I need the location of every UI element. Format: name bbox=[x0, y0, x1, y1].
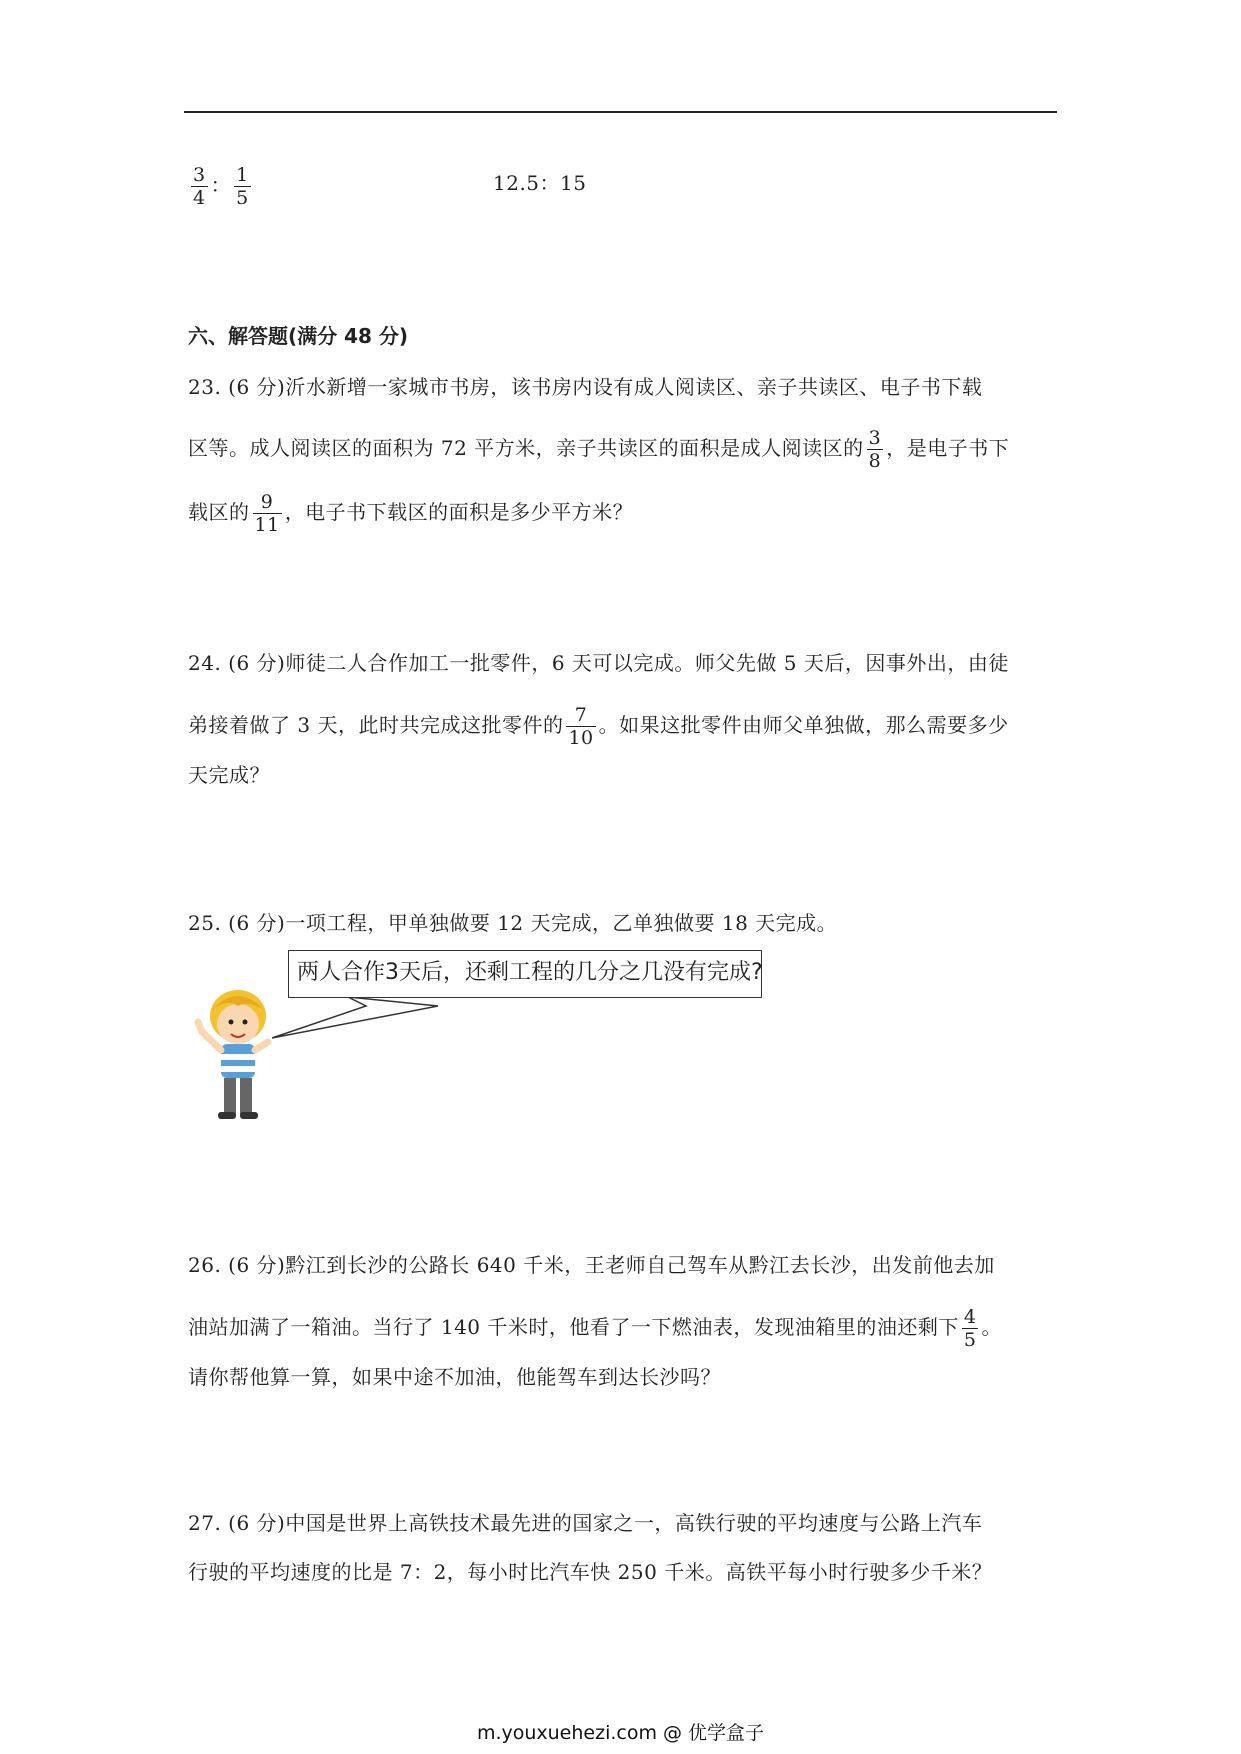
q27-line2: 行驶的平均速度的比是 7：2，每小时比汽车快 250 千米。高铁平每小时行驶多少千米？ bbox=[188, 1560, 993, 1584]
cartoon-boy-icon bbox=[198, 990, 268, 1119]
speech-bubble-tail bbox=[272, 997, 438, 1038]
fraction: $\frac{1}{5}$ bbox=[236, 164, 249, 209]
q24-line1: 24. (6 分)师徒二人合作加工一批零件，6 天可以完成。师父先做 5 天后，因事外出，由徒 bbox=[188, 651, 1009, 675]
q26-line2: 油站加满了一箱油。当行了 140 千米时，他看了一下燃油表，发现油箱里的油还剩下 $\frac{4}{5}$ 。 bbox=[188, 1306, 1002, 1351]
section-title: 六、解答题(满分 48 分) bbox=[188, 324, 409, 348]
footer-watermark: m.youxuehezi.com @ 优学盒子 bbox=[476, 1722, 765, 1744]
fraction: $\frac{3}{4}$ bbox=[193, 164, 206, 209]
q27-line1: 27. (6 分)中国是世界上高铁技术最先进的国家之一，高铁行驶的平均速度与公路上汽车 bbox=[188, 1511, 983, 1535]
q26-line1: 26. (6 分)黔江到长沙的公路长 640 千米，王老师自己驾车从黔江去长沙，出发前他去加 bbox=[188, 1253, 995, 1277]
fraction: $\frac{9}{11}$ bbox=[254, 491, 280, 536]
q24-line2: 弟接着做了 3 天，此时共完成这批零件的 $\frac{7}{10}$ 。如果这批零件由师父单独做，那么需要多少 bbox=[188, 704, 1009, 749]
fraction: $\frac{4}{5}$ bbox=[963, 1306, 977, 1351]
fraction: $\frac{7}{10}$ bbox=[568, 704, 594, 749]
q23-line2: 区等。成人阅读区的面积为 72 平方米，亲子共读区的面积是成人阅读区的 $\frac{3}{8}$ ，是电子书下 bbox=[188, 427, 1010, 472]
speech-bubble: 两人合作3天后，还剩工程的几分之几没有完成? bbox=[288, 950, 762, 998]
q23-line3: 载区的 $\frac{9}{11}$ ，电子书下载区的面积是多少平方米？ bbox=[188, 491, 634, 536]
q24-line3: 天完成？ bbox=[188, 763, 270, 787]
header-rule bbox=[184, 111, 1057, 113]
ratio-item-2: 12.5：15 bbox=[493, 171, 587, 195]
q23-line1: 23. (6 分)沂水新增一家城市书房，该书房内设有成人阅读区、亲子共读区、电子书下载 bbox=[188, 375, 983, 399]
q25-line1: 25. (6 分)一项工程，甲单独做要 12 天完成，乙单独做要 18 天完成。 bbox=[188, 911, 838, 935]
fraction: $\frac{3}{8}$ bbox=[868, 427, 882, 472]
ratio-item-1: $\frac{3}{4}$ ： $\frac{1}{5}$ bbox=[193, 164, 249, 209]
q26-line3: 请你帮他算一算，如果中途不加油，他能驾车到达长沙吗？ bbox=[188, 1365, 721, 1389]
